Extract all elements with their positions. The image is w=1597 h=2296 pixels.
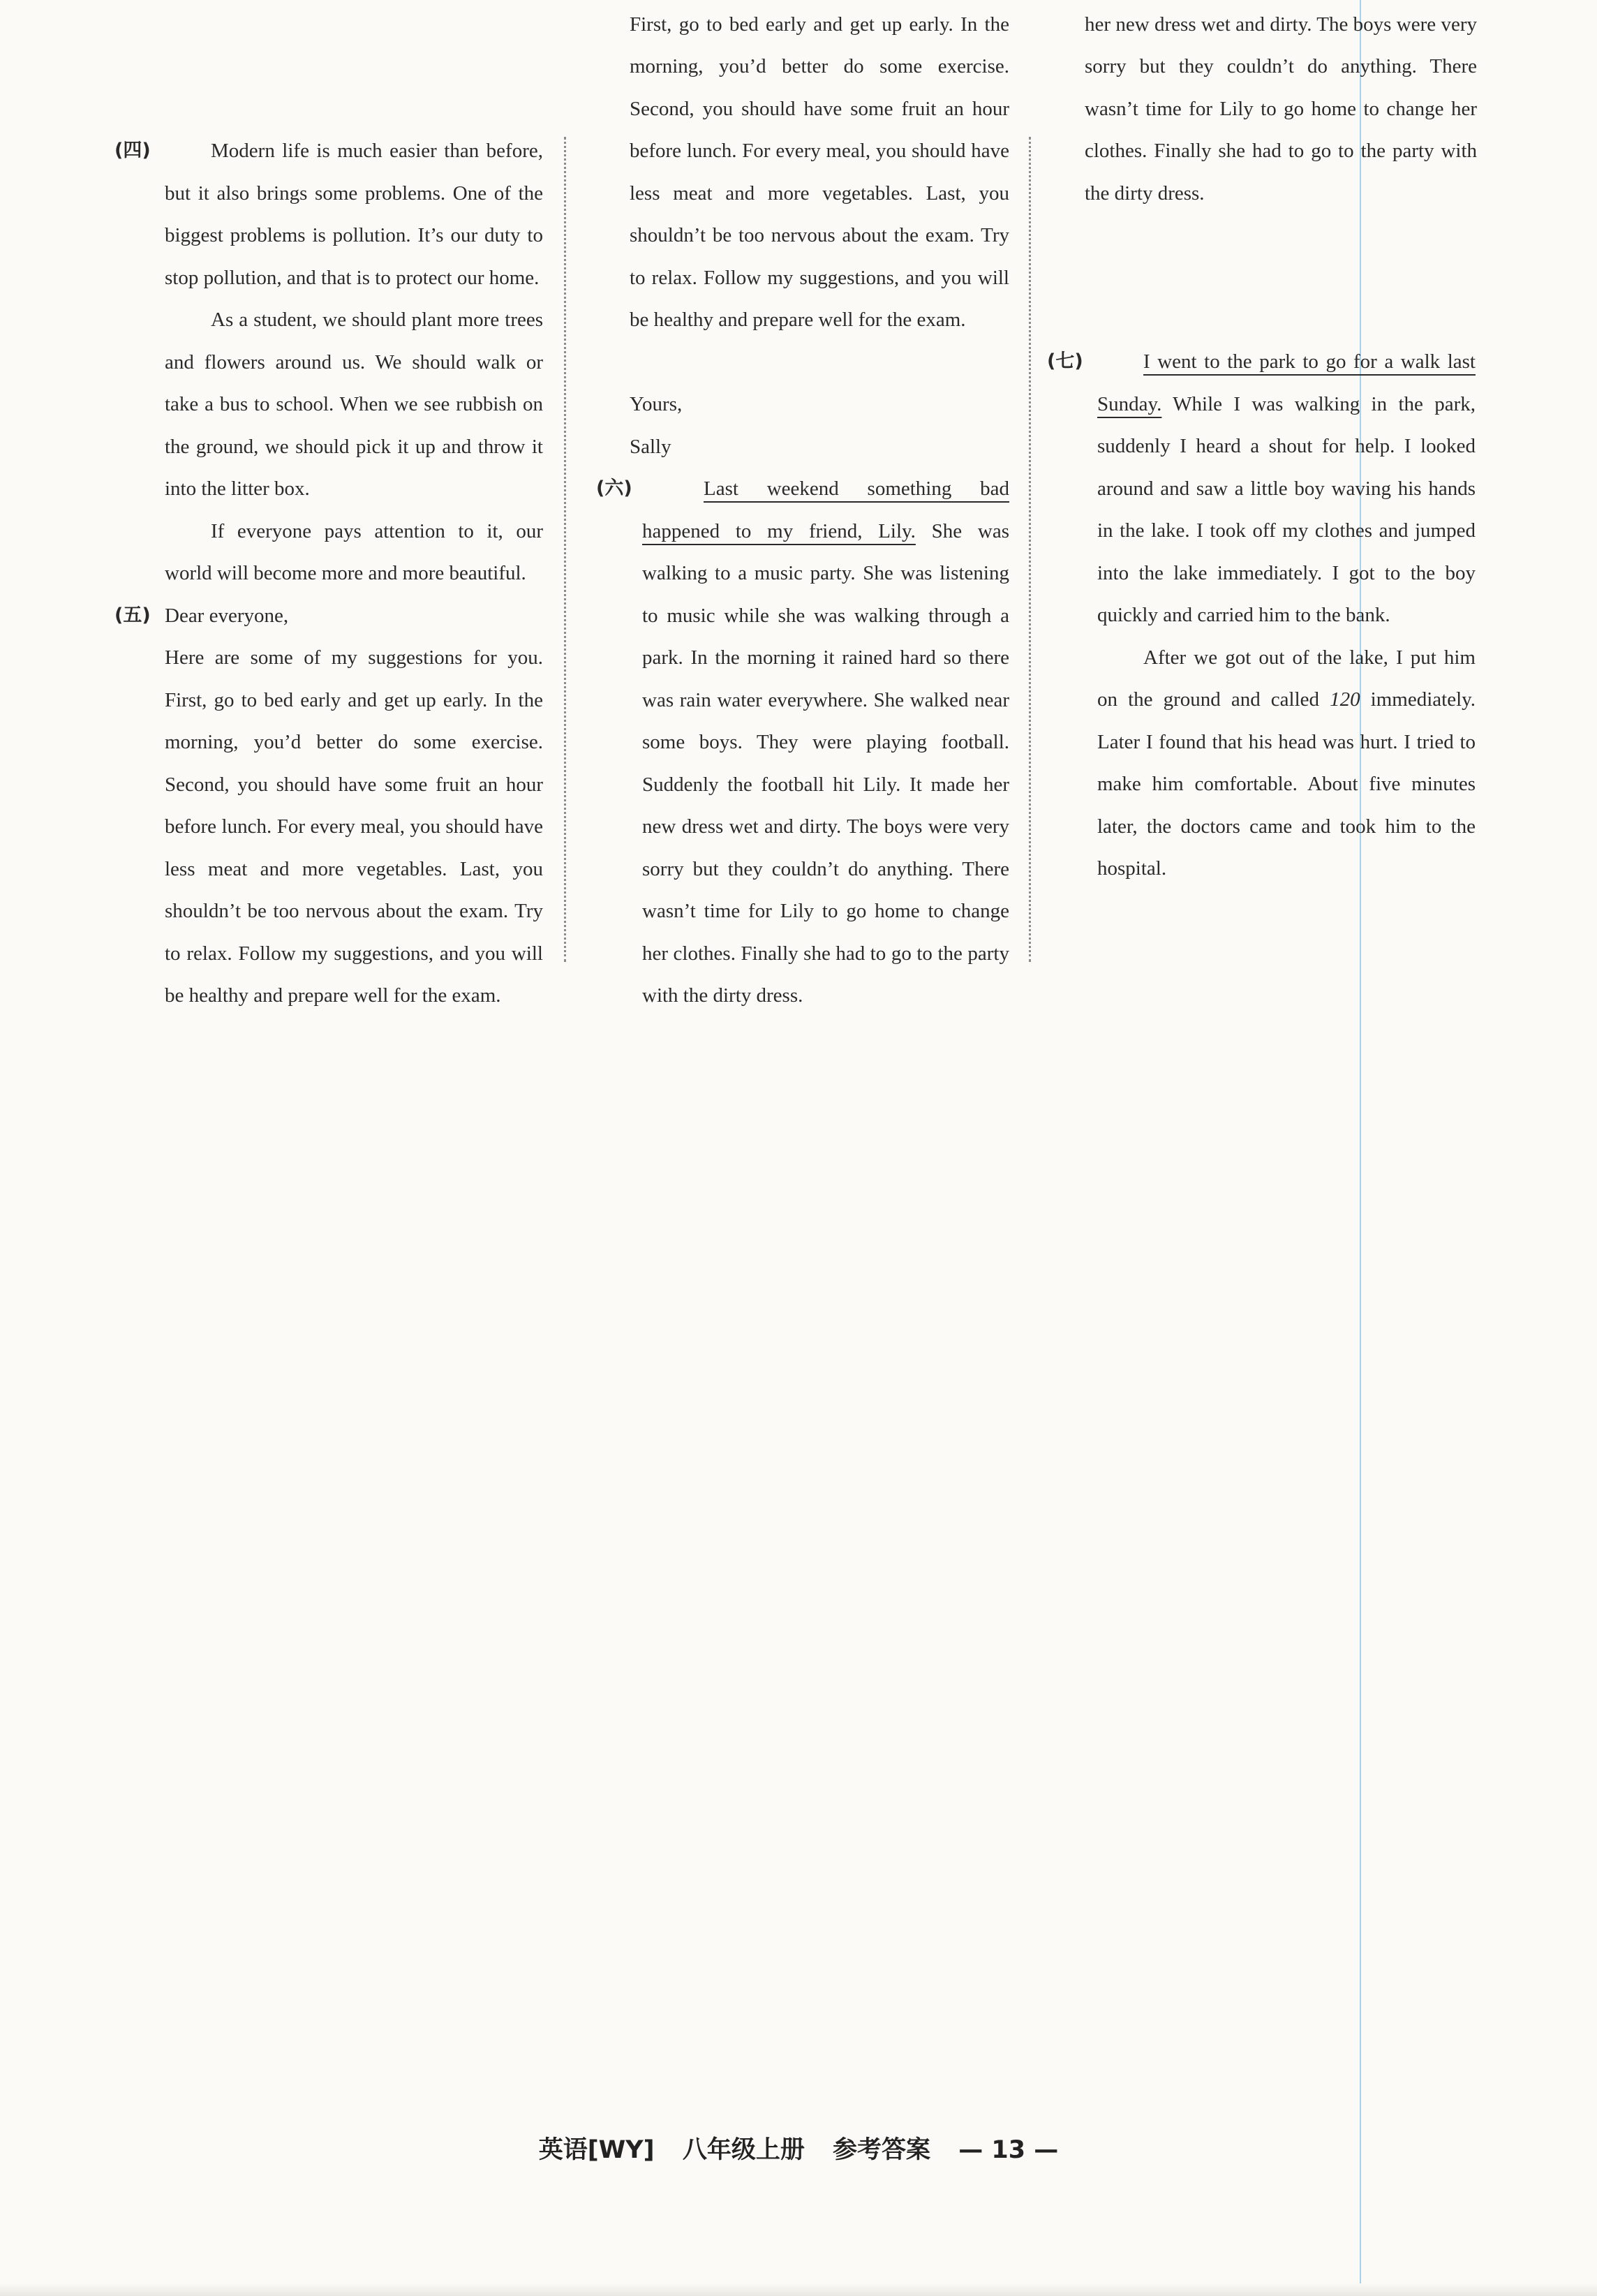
section-six-continued (1085, 13, 1477, 341)
section-five-marker: (五) (114, 604, 151, 626)
page-bottom-edge (0, 2283, 1597, 2296)
section-six-story-part-1 (642, 468, 1009, 1007)
section-six-story-tail: her new dress wet and dirty. The boys were very sorry but they couldn’t do anything. There wasn’t time for Lily to go home to change her clothes. Finally she had to go to the party with the dirty dress. (1085, 13, 1477, 205)
letter-signature: Sally (630, 435, 671, 458)
section-six (596, 468, 1009, 1007)
footer-grade: 八年级上册 (682, 2136, 805, 2164)
section-four-paragraph-3: If everyone pays attention to it, our world will become more and more beautiful. (165, 519, 543, 584)
section-six-topic-sentence: Last weekend something bad happened to my friend, Lily. (642, 477, 1009, 542)
column-1 (114, 130, 543, 1007)
section-four-paragraph-2: As a student, we should plant more trees and flowers around us. We should walk or take a bus to school. When we see rubbish on the ground, we should pick it up and throw it into the litter box. (165, 309, 543, 500)
letter-body-part-2: First, go to bed early and get up early. In the morning, you’d better do some exercise. Second, you should have some fruit an hour before lunch. For every meal, you should have less meat and more vegetables. Last, you shouldn’t be too nervous about the exam. Try to relax. Follow my suggestions, and you will be healthy and prepare well for the exam. (630, 13, 1009, 331)
section-seven-marker: (七) (1047, 350, 1083, 372)
column-3 (1047, 13, 1477, 890)
section-six-story-part-2 (1085, 0, 1477, 214)
section-seven-p2-end: immediately. Later I found that his head was hurt. I tried to make him comfortable. About five minutes later, the doctors came and took him to the hospital. (1097, 688, 1476, 880)
section-seven (1047, 341, 1476, 890)
column-divider-2 (1029, 137, 1031, 962)
section-five (114, 595, 543, 1007)
section-four-paragraph-1: Modern life is much easier than before, but it also brings some problems. One of the biggest problems is pollution. It’s our duty to stop pollution, and that is to protect our home. (165, 140, 543, 289)
section-four-marker: (四) (114, 140, 151, 161)
column-2 (596, 13, 1009, 1007)
footer-label: 参考答案 (833, 2136, 931, 2164)
section-seven-text: While I was walking in the park, suddenly I heard a shout for help. I looked around and saw a little boy waving his hands in the lake. I took off my clothes and jumped into the lake immediately. I got to the boy quickly and carried him to the bank. (1097, 392, 1476, 626)
section-four (114, 130, 543, 595)
section-six-marker: (六) (596, 477, 632, 499)
letter-body-part-1: Here are some of my suggestions for you. First, go to bed early and get up early. In the morning, you’d better do some exercise. Second, you should have some fruit an hour before lunch. For every meal, you should have less meat and more vegetables. Last, you shouldn’t be too nervous about the exam. Try to relax. Follow my suggestions, and you will be healthy and prepare well for the exam. (165, 646, 543, 1007)
section-seven-p2-start: After we got out of the lake, I put him on the ground and called (1097, 646, 1476, 711)
letter-closing: Yours, (630, 393, 683, 415)
letter-greeting: Dear everyone, (165, 604, 289, 627)
section-six-story: She was walking to a music party. She was listening to music while she was walking through a park. In the morning it rained hard so there was rain water everywhere. She walked near some boys. They were playing football. Suddenly the football hit Lily. It made her new dress wet and dirty. The boys were very sorry but they couldn’t do anything. There wasn’t time for Lily to go home to change her clothes. Finally she had to go to the party with the dirty dress. (642, 519, 1009, 1007)
section-seven-paragraph-1 (1097, 341, 1476, 637)
section-seven-paragraph-2 (1097, 637, 1476, 890)
letter-body-continued (630, 13, 1009, 383)
emergency-number: 120 (1330, 688, 1360, 711)
column-divider-1 (564, 137, 566, 962)
page-footer (0, 2131, 1597, 2165)
footer-subject: 英语[WY] (538, 2136, 655, 2164)
section-seven-topic-sentence: I went to the park to go for a walk last Sunday. (1097, 350, 1476, 415)
page-number: — 13 — (958, 2136, 1059, 2164)
